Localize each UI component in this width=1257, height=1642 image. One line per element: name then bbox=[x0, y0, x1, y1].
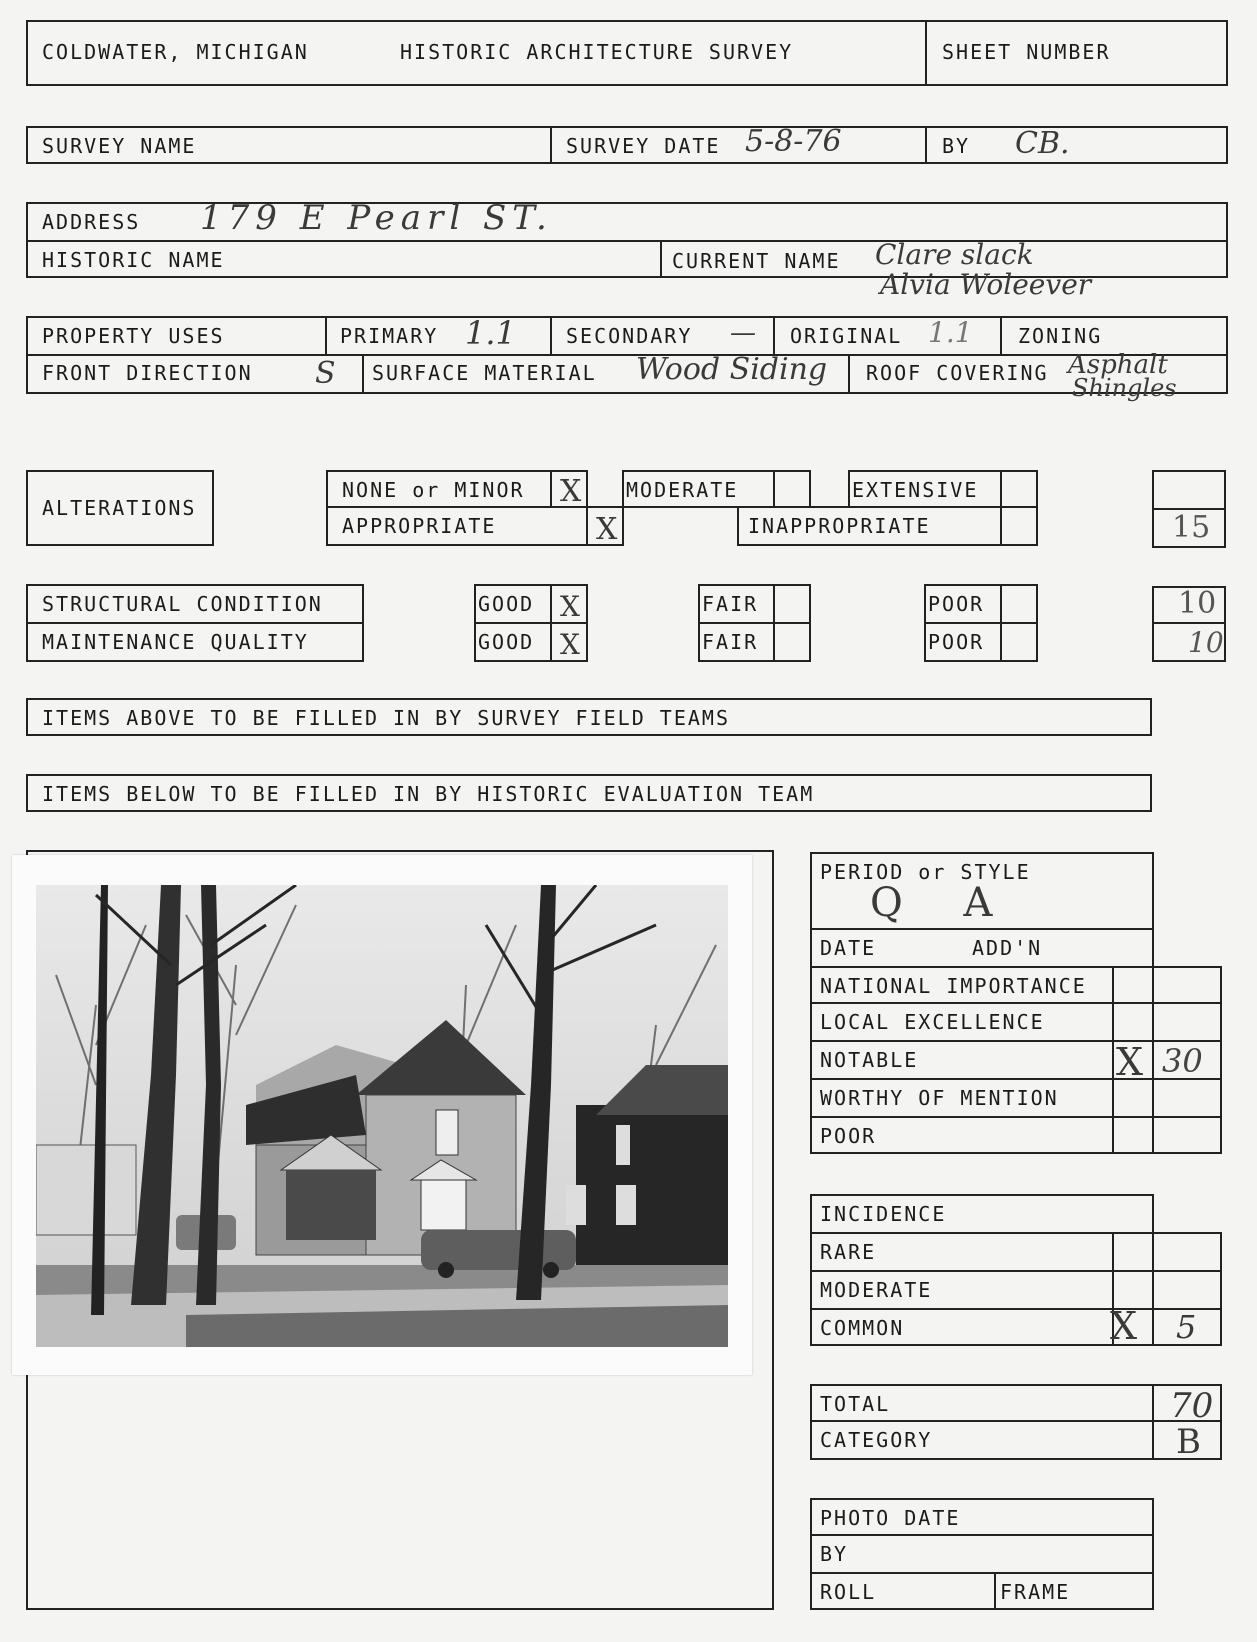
total-label: TOTAL bbox=[820, 1392, 891, 1416]
property-col-5 bbox=[362, 354, 364, 394]
current-name-value-2: Alvia Woleever bbox=[880, 268, 1092, 301]
structural-score: 10 bbox=[1178, 586, 1217, 621]
incidence-row-2 bbox=[810, 1270, 1222, 1272]
eval-row-4 bbox=[810, 1078, 1222, 1080]
photo-info-col bbox=[994, 1572, 996, 1610]
common-label: COMMON bbox=[820, 1316, 905, 1340]
incidence-col-score bbox=[1152, 1232, 1154, 1346]
property-col-6 bbox=[848, 354, 850, 394]
alterations-label: ALTERATIONS bbox=[42, 496, 197, 520]
note-below: ITEMS BELOW TO BE FILLED IN BY HISTORIC EVALUATION TEAM bbox=[42, 782, 815, 806]
primary-label: PRIMARY bbox=[340, 324, 439, 348]
roof-covering-label: ROOF COVERING bbox=[866, 361, 1049, 385]
note-above: ITEMS ABOVE TO BE FILLED IN BY SURVEY FIELD TEAMS bbox=[42, 706, 731, 730]
property-uses-label: PROPERTY USES bbox=[42, 324, 225, 348]
photo-info-row-2 bbox=[810, 1572, 1154, 1574]
inappropriate-checkbox[interactable] bbox=[1000, 506, 1038, 546]
appropriate-mark: X bbox=[596, 512, 618, 547]
maintenance-good-mark: X bbox=[560, 628, 580, 661]
extensive-checkbox[interactable] bbox=[1000, 470, 1038, 508]
survey-date-value: 5-8-76 bbox=[745, 124, 842, 159]
city-label: COLDWATER, MICHIGAN bbox=[42, 40, 309, 64]
inappropriate-label: INAPPROPRIATE bbox=[748, 514, 931, 538]
maintenance-fair-checkbox[interactable] bbox=[773, 622, 811, 662]
category-label: CATEGORY bbox=[820, 1428, 933, 1452]
property-col-4 bbox=[1000, 316, 1002, 354]
maintenance-quality-label: MAINTENANCE QUALITY bbox=[42, 630, 309, 654]
rare-label: RARE bbox=[820, 1240, 877, 1264]
eval-poor-label: POOR bbox=[820, 1124, 877, 1148]
survey-title: HISTORIC ARCHITECTURE SURVEY bbox=[400, 40, 794, 64]
common-score: 5 bbox=[1176, 1308, 1197, 1346]
front-direction-value: S bbox=[315, 356, 336, 391]
moderate-alt-checkbox[interactable] bbox=[773, 470, 811, 508]
none-minor-mark: X bbox=[560, 474, 582, 509]
incidence-row-3 bbox=[810, 1308, 1222, 1310]
structural-fair-label: FAIR bbox=[702, 592, 759, 616]
address-divider bbox=[26, 240, 1228, 242]
structural-poor-checkbox[interactable] bbox=[1000, 584, 1038, 624]
totals-divider bbox=[810, 1420, 1222, 1422]
notable-mark: X bbox=[1116, 1040, 1144, 1084]
address-value: 179 E Pearl ST. bbox=[200, 198, 553, 238]
incidence-label: INCIDENCE bbox=[820, 1202, 947, 1226]
sheet-number-label: SHEET NUMBER bbox=[942, 40, 1111, 64]
current-name-value-1: Clare slack bbox=[875, 238, 1034, 271]
survey-name-label: SURVEY NAME bbox=[42, 134, 197, 158]
notable-score: 30 bbox=[1162, 1042, 1203, 1080]
incidence-moderate-label: MODERATE bbox=[820, 1278, 933, 1302]
roll-label: ROLL bbox=[820, 1580, 877, 1604]
condition-score-divider bbox=[1152, 622, 1226, 624]
eval-col-right bbox=[1220, 966, 1222, 1154]
property-divider bbox=[26, 354, 1228, 356]
zoning-label: ZONING bbox=[1018, 324, 1103, 348]
incidence-row-1 bbox=[810, 1232, 1222, 1234]
national-importance-label: NATIONAL IMPORTANCE bbox=[820, 974, 1087, 998]
category-value: B bbox=[1176, 1422, 1201, 1462]
period-value: Q A bbox=[870, 880, 1017, 926]
property-col-3 bbox=[773, 316, 775, 354]
condition-divider bbox=[26, 622, 364, 624]
eval-row-2 bbox=[810, 1002, 1222, 1004]
total-value: 70 bbox=[1170, 1386, 1214, 1426]
maintenance-good-label: GOOD bbox=[478, 630, 535, 654]
primary-value: 1.1 bbox=[465, 314, 516, 352]
front-direction-label: FRONT DIRECTION bbox=[42, 361, 253, 385]
incidence-row-4 bbox=[810, 1344, 1222, 1346]
extensive-label: EXTENSIVE bbox=[852, 478, 979, 502]
appropriate-label: APPROPRIATE bbox=[342, 514, 497, 538]
frame-label: FRAME bbox=[1000, 1580, 1071, 1604]
survey-date-label: SURVEY DATE bbox=[566, 134, 721, 158]
none-minor-label: NONE or MINOR bbox=[342, 478, 525, 502]
worthy-of-mention-label: WORTHY OF MENTION bbox=[820, 1086, 1059, 1110]
eval-row-3 bbox=[810, 1040, 1222, 1042]
common-mark: X bbox=[1110, 1304, 1138, 1348]
totals-col bbox=[1152, 1384, 1154, 1460]
incidence-col-right bbox=[1220, 1232, 1222, 1346]
eval-col-score bbox=[1152, 966, 1154, 1154]
address-label: ADDRESS bbox=[42, 210, 141, 234]
survey-by-value: CB. bbox=[1015, 126, 1070, 161]
maintenance-score: 10 bbox=[1188, 626, 1224, 659]
photo-by-label: BY bbox=[820, 1542, 849, 1566]
survey-by-label: BY bbox=[942, 134, 971, 158]
maintenance-poor-checkbox[interactable] bbox=[1000, 622, 1038, 662]
structural-poor-label: POOR bbox=[928, 592, 985, 616]
notable-label: NOTABLE bbox=[820, 1048, 919, 1072]
current-name-label: CURRENT NAME bbox=[672, 249, 841, 273]
secondary-value: — bbox=[730, 318, 756, 348]
maintenance-poor-label: POOR bbox=[928, 630, 985, 654]
moderate-alt-label: MODERATE bbox=[626, 478, 739, 502]
eval-row-1 bbox=[810, 966, 1222, 968]
alterations-score: 15 bbox=[1172, 510, 1211, 545]
eval-col-mark bbox=[1112, 966, 1114, 1154]
eval-row-5 bbox=[810, 1116, 1222, 1118]
eval-date-label: DATE bbox=[820, 936, 877, 960]
current-name-divider bbox=[660, 240, 662, 278]
structural-condition-label: STRUCTURAL CONDITION bbox=[42, 592, 323, 616]
original-value: 1.1 bbox=[928, 316, 973, 349]
surface-material-value: Wood Siding bbox=[636, 352, 828, 387]
photo-info-row-1 bbox=[810, 1534, 1154, 1536]
original-label: ORIGINAL bbox=[790, 324, 903, 348]
eval-row-6 bbox=[810, 1152, 1222, 1154]
maintenance-fair-label: FAIR bbox=[702, 630, 759, 654]
eval-addn-label: ADD'N bbox=[972, 936, 1043, 960]
photo-date-label: PHOTO DATE bbox=[820, 1506, 961, 1530]
surface-material-label: SURFACE MATERIAL bbox=[372, 361, 597, 385]
roof-covering-value-2: Shingles bbox=[1072, 374, 1177, 402]
structural-fair-checkbox[interactable] bbox=[773, 584, 811, 624]
structural-good-mark: X bbox=[560, 590, 580, 623]
historic-name-label: HISTORIC NAME bbox=[42, 248, 225, 272]
header-divider bbox=[925, 20, 927, 86]
roof-covering-value-1: Asphalt bbox=[1068, 350, 1168, 380]
survey-divider-1 bbox=[550, 126, 552, 164]
secondary-label: SECONDARY bbox=[566, 324, 693, 348]
local-excellence-label: LOCAL EXCELLENCE bbox=[820, 1010, 1045, 1034]
house-photo-image bbox=[36, 885, 728, 1347]
house-photograph bbox=[12, 855, 752, 1375]
survey-divider-2 bbox=[925, 126, 927, 164]
property-col-1 bbox=[325, 316, 327, 354]
period-label: PERIOD or STYLE bbox=[820, 860, 1031, 884]
structural-good-label: GOOD bbox=[478, 592, 535, 616]
property-col-2 bbox=[550, 316, 552, 354]
